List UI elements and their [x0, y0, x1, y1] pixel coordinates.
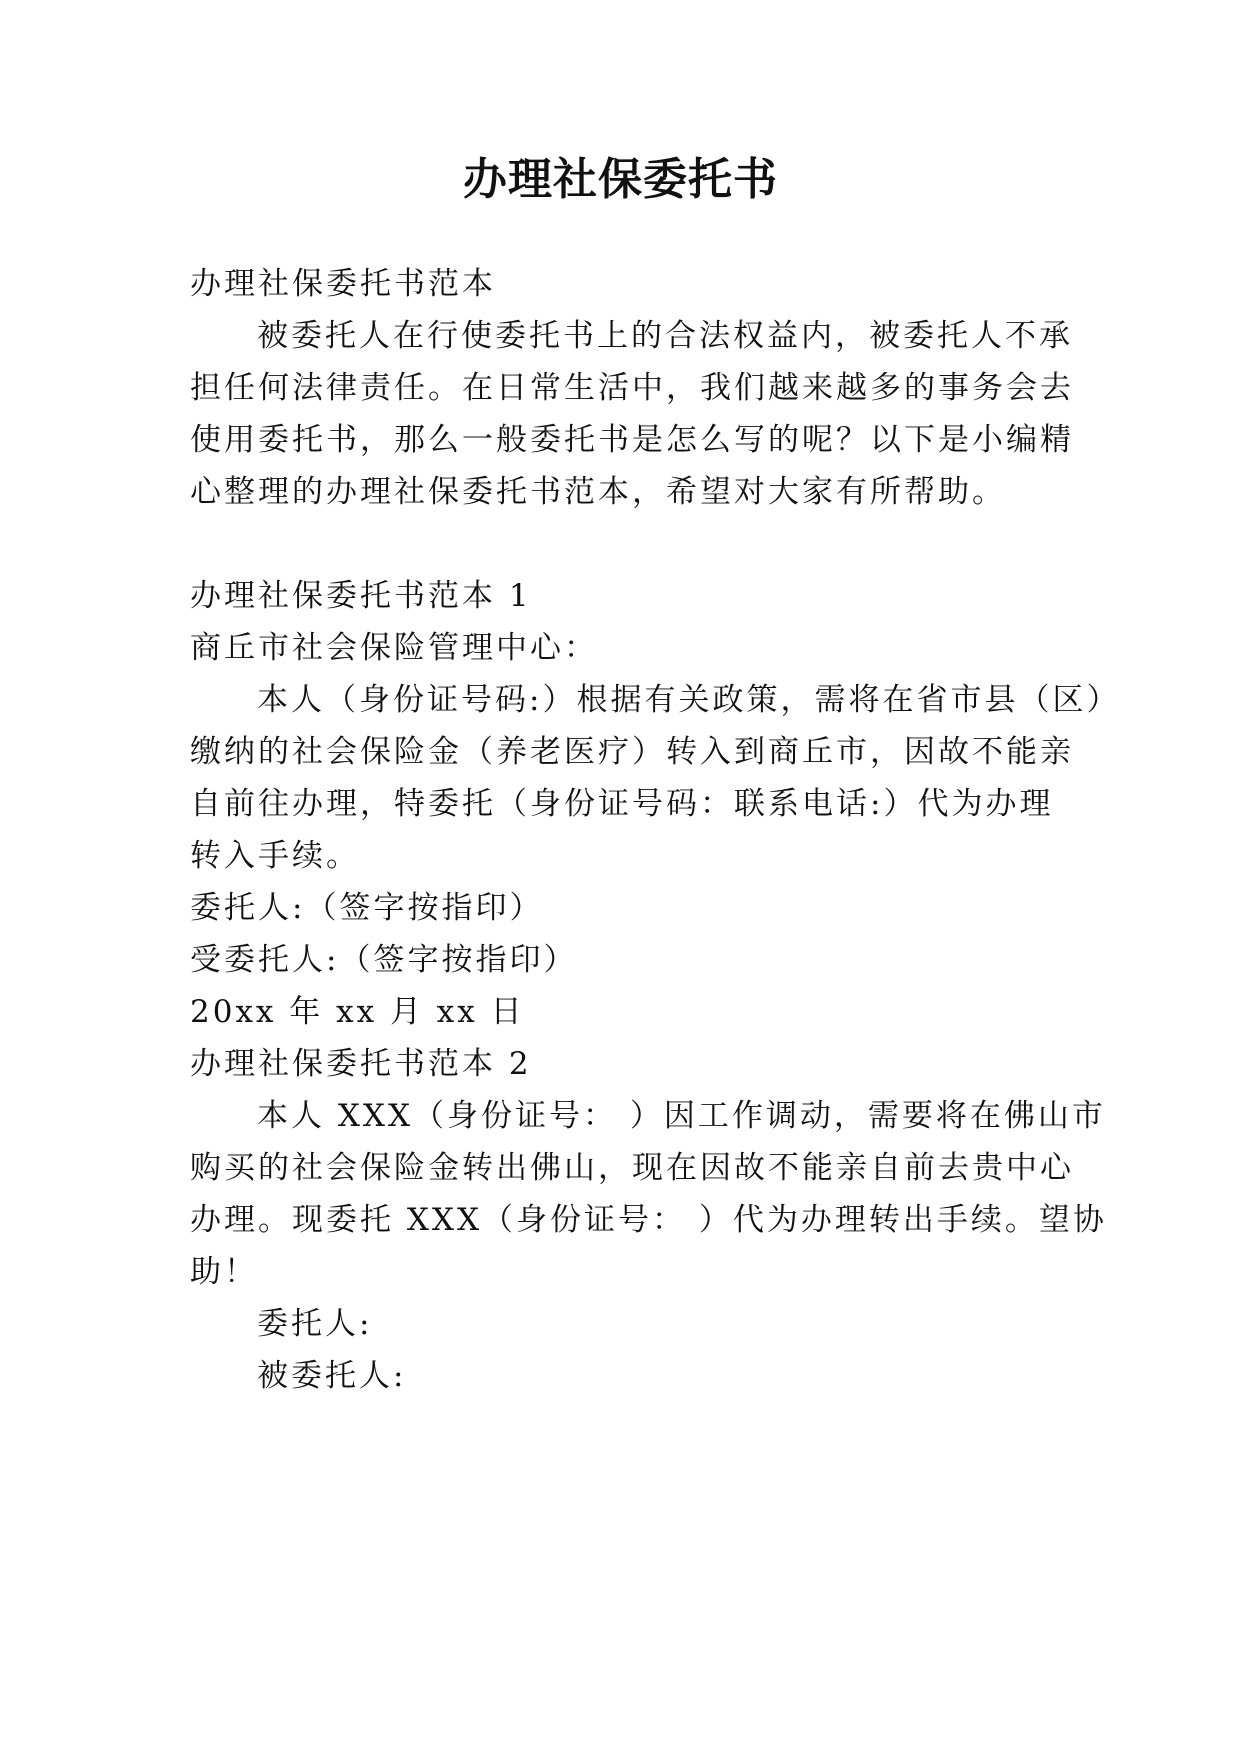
sample2-principal-line: 委托人:: [257, 1306, 373, 1342]
sample2-body-line-3: 办理。现委托 XXX（身份证号： ）代为办理转出手续。望协: [190, 1202, 1107, 1238]
intro-line-2: 担任何法律责任。在日常生活中，我们越来越多的事务会去: [190, 370, 1074, 406]
sample2-agent-line: 被委托人:: [257, 1358, 407, 1394]
intro-heading: 办理社保委托书范本: [190, 266, 496, 302]
sample1-agent-line: 受委托人:（签字按指印）: [190, 942, 578, 978]
sample1-body-line-3: 自前往办理，特委托（身份证号码：联系电话:）代为办理: [190, 786, 1054, 822]
sample2-body-line-2: 购买的社会保险金转出佛山，现在因故不能亲自前去贵中心: [190, 1150, 1074, 1186]
document-title: 办理社保委托书: [463, 154, 778, 205]
intro-line-4: 心整理的办理社保委托书范本，希望对大家有所帮助。: [190, 474, 1006, 510]
sample1-body-line-1: 本人（身份证号码:）根据有关政策，需将在省市县（区）: [257, 682, 1121, 718]
sample1-date-line: 20xx 年 xx 月 xx 日: [190, 994, 525, 1030]
intro-line-3: 使用委托书，那么一般委托书是怎么写的呢？以下是小编精: [190, 422, 1074, 458]
sample2-body-line-1: 本人 XXX（身份证号： ）因工作调动，需要将在佛山市: [257, 1098, 1106, 1134]
sample1-body-line-4: 转入手续。: [190, 838, 360, 874]
sample1-addressee: 商丘市社会保险管理中心：: [190, 630, 598, 666]
sample2-body-line-4: 助！: [190, 1254, 258, 1290]
intro-line-1: 被委托人在行使委托书上的合法权益内，被委托人不承: [257, 318, 1073, 354]
sample1-principal-line: 委托人:（签字按指印）: [190, 890, 544, 926]
sample1-heading: 办理社保委托书范本 1: [190, 578, 532, 614]
sample1-body-line-2: 缴纳的社会保险金（养老医疗）转入到商丘市，因故不能亲: [190, 734, 1074, 770]
sample2-heading: 办理社保委托书范本 2: [190, 1046, 532, 1082]
